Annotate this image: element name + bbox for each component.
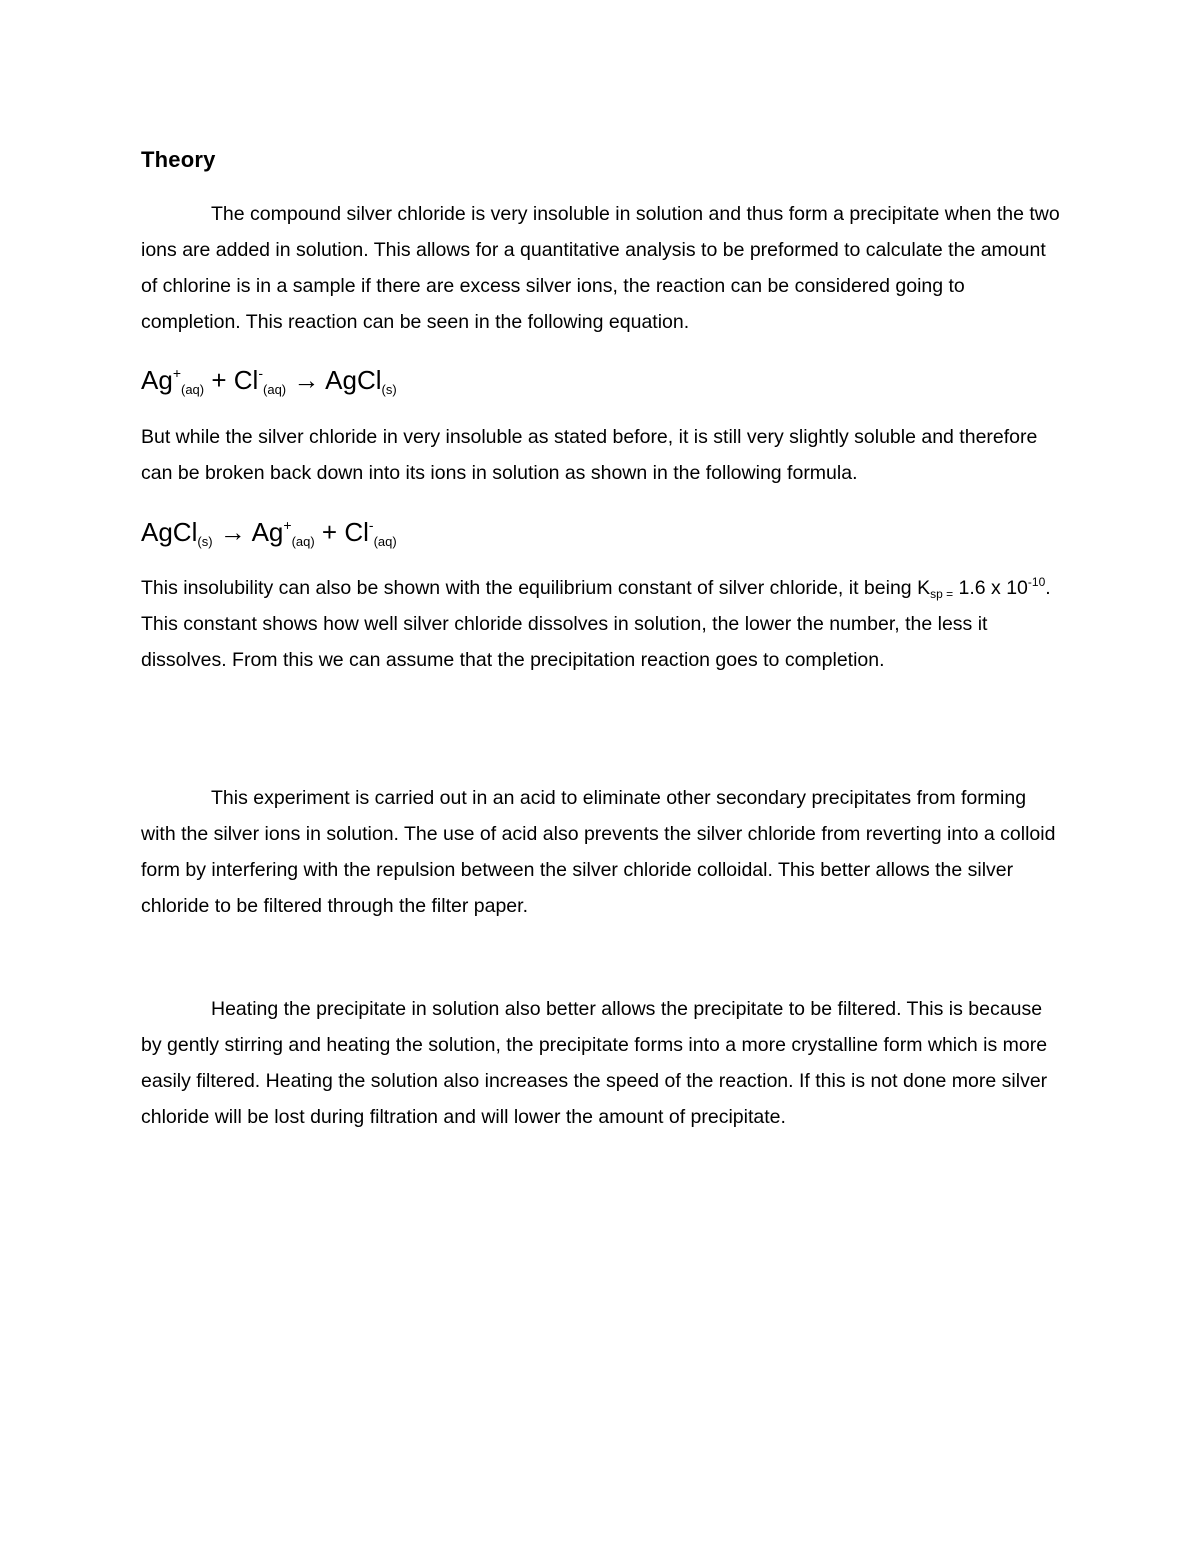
eq1-product: AgCl: [325, 365, 382, 395]
eq1-reactant1-charge: +: [172, 365, 181, 381]
ksp-value: 1.6 x 10: [953, 577, 1028, 599]
eq2-plus: +: [321, 517, 338, 547]
ksp-before-text: This insolubility can also be shown with the equilibrium constant of silver chloride, it being: [141, 577, 918, 599]
eq2-product2-charge: -: [368, 517, 374, 533]
eq1-product-state: (s): [381, 382, 397, 397]
eq2-reactant-state: (s): [197, 534, 213, 549]
eq2-product1-charge: +: [283, 517, 292, 533]
paragraph-ksp: [141, 570, 1066, 678]
paragraph-solubility: But while the silver chloride in very insoluble as stated before, it is still very slightly soluble and therefore can be broken back down into its ions in solution as shown in the following formula.: [141, 426, 1038, 484]
paragraph-heating: Heating the precipitate in solution also better allows the precipitate to be filtered. This is because by gently stirring and heating the solution, the precipitate forms into a more crystalline form which is more easily filtered. Heating the solution also increases the speed of the reaction. If this is not done more silver chloride will be lost during filtration and will lower the amount of precipitate.: [141, 998, 1048, 1128]
eq1-reactant1: Ag: [141, 365, 173, 395]
ksp-exponent: -10: [1027, 575, 1046, 589]
eq2-product1: Ag: [251, 517, 284, 547]
eq1-arrow: →: [293, 365, 320, 395]
ksp-after-text: . This constant shows how well silver chloride dissolves in solution, the lower the number, the less it dissolves. From this we can assume that the precipitation reaction goes to completion.: [141, 577, 1051, 671]
ksp-subscript: sp =: [930, 587, 954, 601]
paragraph-acid: This experiment is carried out in an acid to eliminate other secondary precipitates from forming with the silver ions in solution. The use of acid also prevents the silver chloride from reverting into a colloid form by interfering with the repulsion between the silver chloride colloidal. This better allows the silver chloride to be filtered through the filter paper.: [141, 787, 1056, 917]
eq1-reactant1-state: (aq): [181, 382, 205, 397]
eq2-product1-state: (aq): [291, 534, 315, 549]
paragraph-intro: The compound silver chloride is very insoluble in solution and thus form a precipitate when the two ions are added in solution. This allows for a quantitative analysis to be preformed to calculate the amount of chlorine is in a sample if there are excess silver ions, the reaction can be considered going to completion. This reaction can be seen in the following equation.: [141, 203, 1060, 333]
eq1-reactant2-state: (aq): [263, 382, 287, 397]
eq2-product2-state: (aq): [373, 534, 397, 549]
eq2-arrow: →: [219, 517, 246, 547]
section-heading: Theory: [141, 147, 216, 172]
eq1-reactant2-charge: -: [258, 365, 264, 381]
eq1-reactant2: Cl: [233, 365, 259, 395]
equation-precipitation: [141, 363, 397, 397]
ksp-symbol: K: [917, 577, 931, 599]
equation-dissolution: [141, 515, 397, 549]
eq1-plus: +: [211, 365, 227, 395]
eq2-product2: Cl: [344, 517, 369, 547]
eq2-reactant: AgCl: [141, 517, 198, 547]
